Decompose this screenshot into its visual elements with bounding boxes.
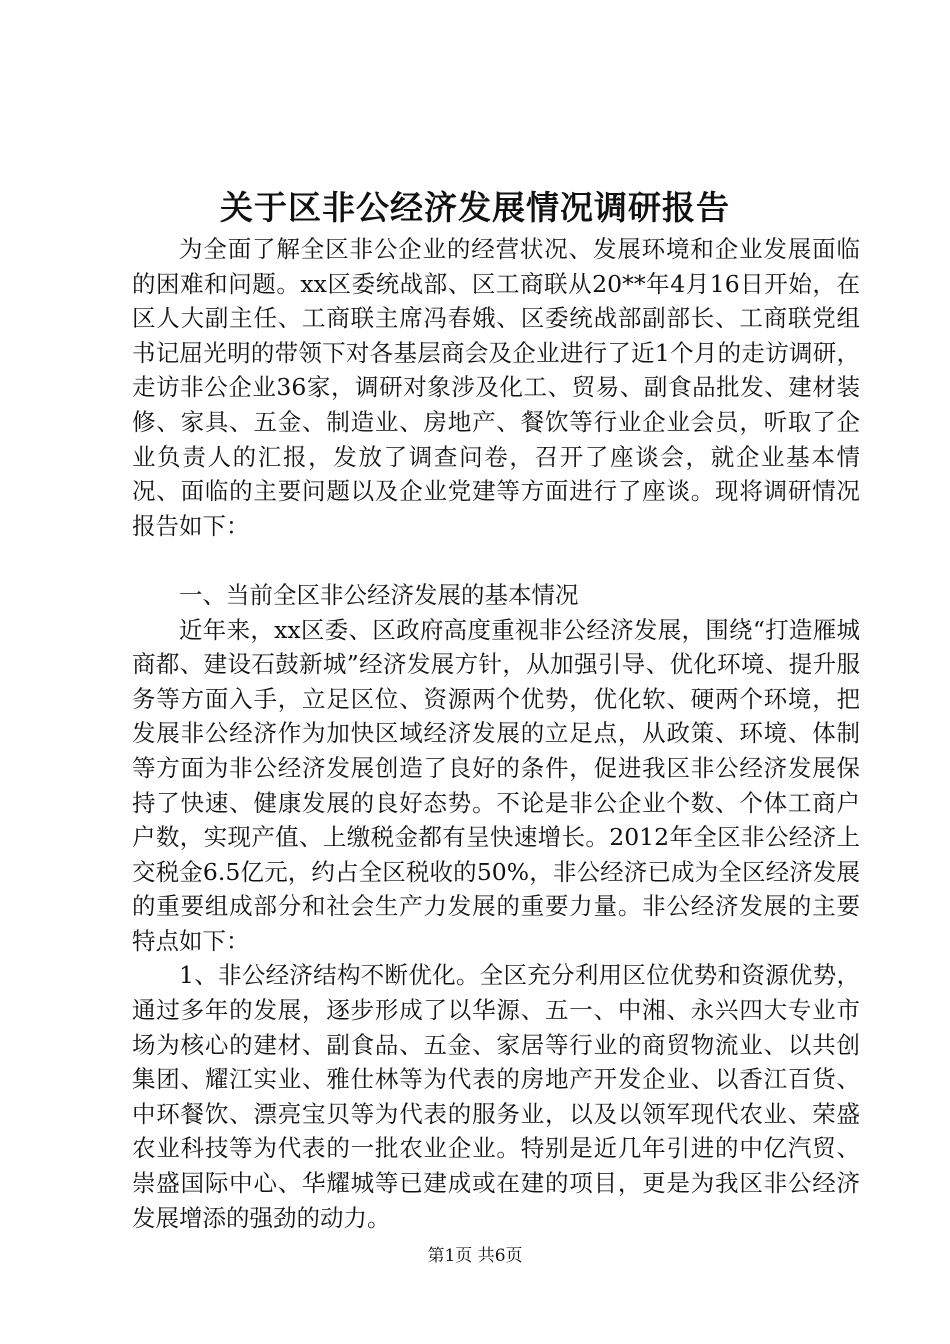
page-footer: 第1页 共6页 [427,1246,523,1266]
document-body [132,232,860,1235]
section-body-paragraph: 近年来，xx区委、区政府高度重视非公经济发展，围绕“打造雁城商都、建设石鼓新城”经济发展方针，从加强引导、优化环境、提升服务等方面入手，立足区位、资源两个优势，优化软、硬两个环境，把发展非公经济作为加快区域经济发展的立足点，从政策、环境、体制等方面为非公经济发展创造了良好的条件，促进我区非公经济发展保持了快速、健康发展的良好态势。不论是非公企业个数、个体工商户户数，实现产值、上缴税金都有呈快速增长。2012年全区非公经济上交税金6.5亿元，约占全区税收的50%，非公经济已成为全区经济发展的重要组成部分和社会生产力发展的重要力量。非公经济发展的主要特点如下： [132,615,860,955]
section-heading: 一、当前全区非公经济发展的基本情况 [179,580,579,609]
document-title: 关于区非公经济发展情况调研报告 [220,188,730,227]
point-paragraph: 1、非公经济结构不断优化。全区充分利用区位优势和资源优势，通过多年的发展，逐步形成了以华源、五一、中湘、永兴四大专业市场为核心的建材、副食品、五金、家居等行业的商贸物流业、以共创集团、耀江实业、雅仕林等为代表的房地产开发企业、以香江百货、中环餐饮、漂亮宝贝等为代表的服务业，以及以领军现代农业、荣盛农业科技等为代表的一批农业企业。特别是近几年引进的中亿汽贸、崇盛国际中心、华耀城等已建成或在建的项目，更是为我区非公经济发展增添的强劲的动力。 [132,961,860,1232]
intro-paragraph: 为全面了解全区非公企业的经营状况、发展环境和企业发展面临的困难和问题。xx区委统战部、区工商联从20**年4月16日开始，在区人大副主任、工商联主席冯春娥、区委统战部副部长、工商联党组书记屈光明的带领下对各基层商会及企业进行了近1个月的走访调研，走访非公企业36家，调研对象涉及化工、贸易、副食品批发、建材装修、家具、五金、制造业、房地产、餐饮等行业企业会员，听取了企业负责人的汇报，发放了调查问卷，召开了座谈会，就企业基本情况、面临的主要问题以及企业党建等方面进行了座谈。现将调研情况报告如下： [132,235,860,540]
